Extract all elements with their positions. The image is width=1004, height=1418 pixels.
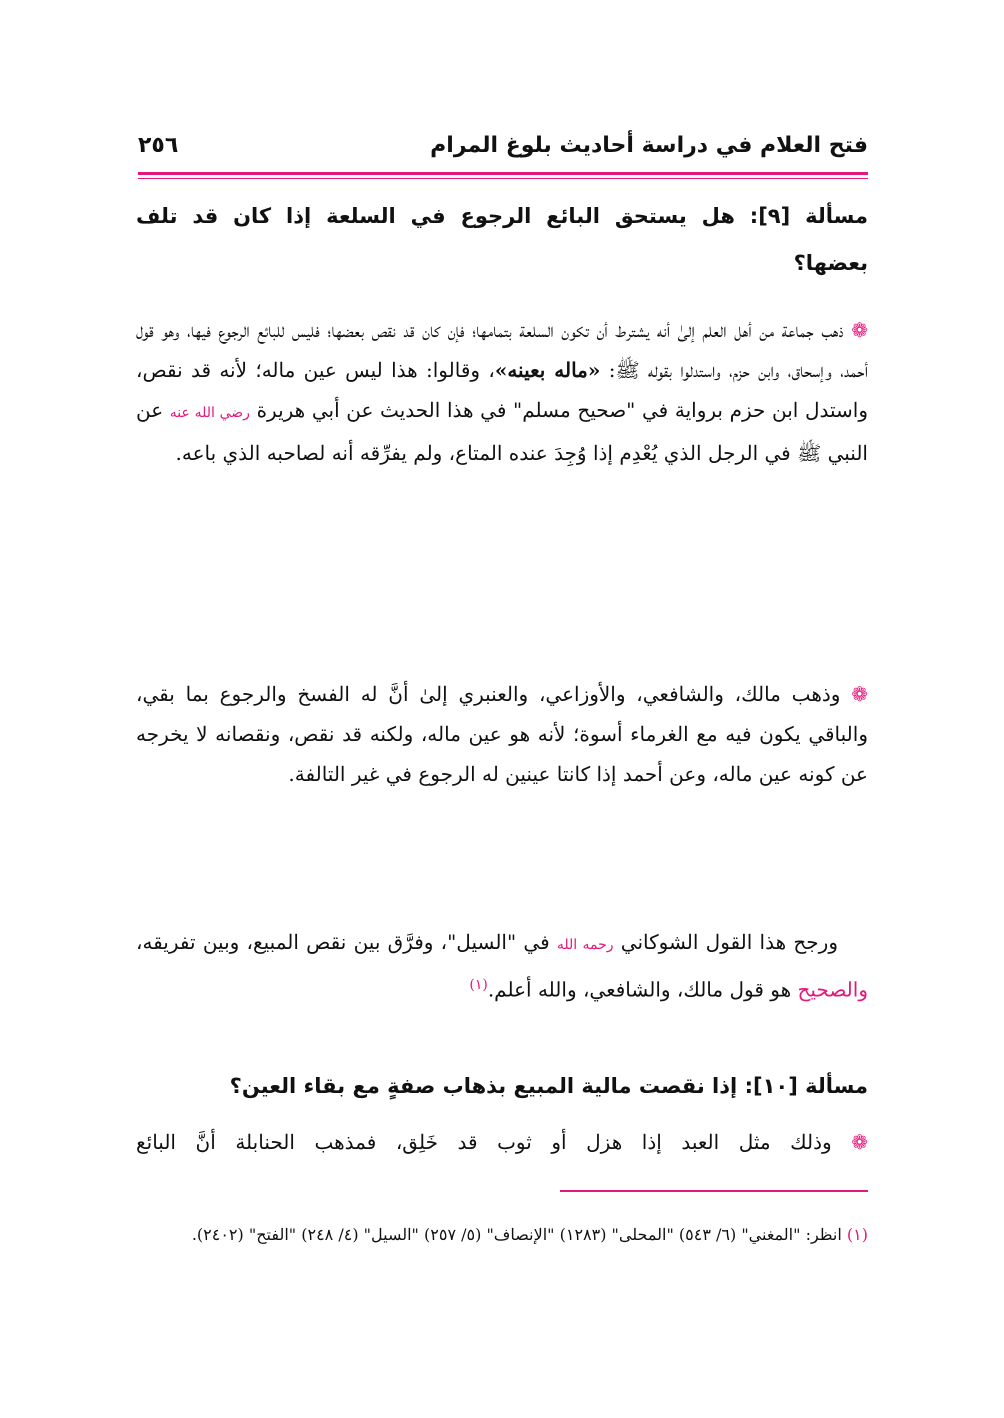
flower-bullet-icon: ❁ — [851, 1130, 868, 1154]
footnote-separator — [560, 1190, 868, 1192]
paragraph-1-text-b: ، وقالوا: هذا ليس عين ماله؛ لأنه قد نقص، واستدل ابن حزم برواية في "صحيح مسلم" في هذا الحديث عن أبي هريرة — [136, 358, 868, 422]
paragraph-1-text-c: عن النبي ﷺ في الرجل الذي يُعْدِم إذا وُجِدَ عنده المتاع، ولم يفرِّقه أنه لصاحبه الذي باعه. — [136, 398, 868, 465]
book-title: فتح العلام في دراسة أحاديث بلوغ المرام — [430, 133, 868, 158]
paragraph-4-text: وذلك مثل العبد إذا هزل أو ثوب قد خَلِق، فمذهب الحنابلة أنَّ البائع — [136, 1130, 832, 1154]
paragraph-2-text: وذهب مالك، والشافعي، والأوزاعي، والعنبري إلىٰ أنَّ له الفسخ والرجوع بما بقي، والباقي يكون فيه مع الغرماء أسوة؛ لأنه هو عين ماله، ولكنه قد نقص، ونقصانه لا يخرجه عن كونه عين ماله، وعن أحمد إذا كانتا عينين له الرجوع في غير التالفة. — [136, 682, 868, 786]
issue-10-question: إذا نقصت مالية المبيع بذهاب صفةٍ مع بقاء العين؟ — [229, 1074, 738, 1098]
header-rule-thin — [138, 178, 868, 179]
paragraph-2 — [136, 674, 868, 794]
paragraph-1 — [136, 310, 868, 473]
hadith-quote: «ماله بعينه» — [494, 358, 601, 382]
honorific-glyph: رضي الله عنه — [169, 405, 250, 421]
paragraph-4 — [136, 1122, 868, 1162]
header-rule-thick — [138, 172, 868, 175]
issue-9-line2: بعضها؟ — [793, 251, 868, 275]
issue-10-heading — [136, 1068, 868, 1104]
issue-9-line1 — [136, 198, 868, 234]
footnote-reference[interactable]: (١) — [469, 977, 488, 993]
honorific-glyph: رحمه الله — [556, 937, 614, 953]
paragraph-3 — [136, 922, 868, 1010]
paragraph-3-text-c: هو قول مالك، والشافعي، والله أعلم. — [487, 977, 798, 1002]
flower-bullet-icon: ❁ — [851, 318, 869, 342]
footnote-text: انظر: "المغني" (٦/ ٥٤٣) "المحلى" (١٢٨٣) "الإنصاف" (٥/ ٢٥٧) "السيل" (٤/ ٢٤٨) "الفتح" (٢٤٠٢). — [191, 1225, 842, 1244]
paragraph-3-text-b: في "السيل"، وفرَّق بين نقص المبيع، وبين تفريقه، — [136, 930, 557, 954]
issue-9-heading — [136, 198, 868, 281]
paragraph-1-text-a: ذهب جماعة من أهل العلم إلىٰ أنه يشترط أن تكون السلعة بتمامها؛ فإن كان قد نقص بعضها؛ فليس للبائع الرجوع فيها، وهو قول أحمد، وإسحاق، وابن حزم، واستدلوا بقوله ﷺ: — [136, 318, 869, 382]
issue-9-question: هل يستحق البائع الرجوع في السلعة إذا كان قد تلف — [136, 204, 735, 228]
footnote-number: (١) — [846, 1225, 868, 1244]
page-number: ٢٥٦ — [138, 133, 179, 158]
highlighted-word: والصحيح — [797, 977, 868, 1002]
running-header — [138, 128, 868, 164]
flower-bullet-icon: ❁ — [851, 682, 868, 706]
issue-10-label: مسألة [١٠]: — [744, 1074, 868, 1098]
issue-9-label: مسألة [٩]: — [749, 204, 868, 228]
paragraph-3-text-a: ورجح هذا القول الشوكاني — [613, 930, 838, 954]
footnote — [136, 1218, 868, 1252]
